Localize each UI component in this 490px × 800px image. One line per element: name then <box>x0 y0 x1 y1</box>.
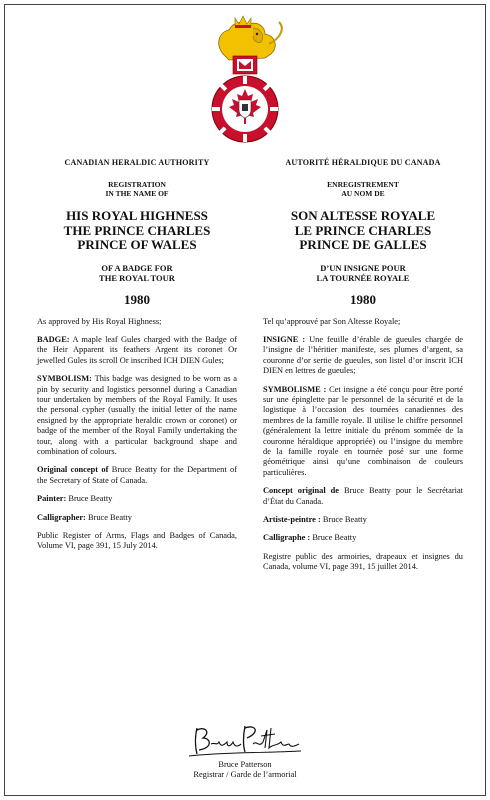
concept-paragraph-fr: Concept original de Bruce Beatty pour le Secrétariat d’État du Canada. <box>263 486 463 506</box>
calligrapher-paragraph: Calligrapher: Bruce Beatty <box>37 512 132 522</box>
symbolism-paragraph: SYMBOLISM: This badge was designed to be worn as a pin by security and logistics personnel during a Canadian tour undertaken by members of the Royal Family. It uses the personal cypher (usually the initial letter of the name ensigned by the appropriate heraldic crown or coronet) or badge of the member of the Royal Family undertaking the tour, along with a particular background shape and combination of colours. <box>37 374 237 456</box>
badge-paragraph-fr: INSIGNE : Une feuille d’érable de gueules chargée de l’insigne de l’héritier manifeste, ses plumes d’argent, sa couronne d’or sertie de gueules, son listel d’or inscrit ICH DIEN en lettres de gueules; <box>263 334 463 376</box>
concept-paragraph: Original concept of Bruce Beatty for the Department of the Secretary of State of Canada. <box>37 465 237 485</box>
signature-block <box>170 722 320 780</box>
english-body <box>37 317 237 552</box>
heraldic-emblem-icon <box>195 14 295 144</box>
signatory-name: Bruce Patterson <box>218 760 272 769</box>
authority-title: CANADIAN HERALDIC AUTHORITY <box>64 158 210 167</box>
approval-text-fr: Tel qu’approuvé par Son Altesse Royale; <box>263 316 401 326</box>
register-paragraph: Public Register of Arms, Flags and Badges of Canada, Volume VI, page 391, 15 July 2014. <box>37 531 237 551</box>
grant-subject: OF A BADGE FOR THE ROYAL TOUR <box>99 262 175 283</box>
registration-heading-fr: ENREGISTREMENT AU NOM DE <box>327 180 399 198</box>
recipient-name: HIS ROYAL HIGHNESS THE PRINCE CHARLES PRINCE OF WALES <box>63 208 211 252</box>
recipient-name-fr: SON ALTESSE ROYALE LE PRINCE CHARLES PRINCE DE GALLES <box>290 208 436 252</box>
painter-paragraph-fr: Artiste-peintre : Bruce Beatty <box>263 515 367 524</box>
symbolism-paragraph-fr: SYMBOLISME : Cet insigne a été conçu pour être porté sur une épinglette par le personnel de la sécurité et de la logistique à l’occasion des tournées canadiennes des membres de la famille royale. Il utilise le chiffre personnel (généralement la lettre initiale du prénom sommée de la couronne héraldique appropriée) ou l’insigne du membre de la famille royale en tournée posé sur une forme géométrique ainsi qu’une combinaison de couleurs particulières. <box>263 384 463 477</box>
grant-year: 1980 <box>124 291 150 307</box>
grant-year-fr: 1980 <box>350 291 376 307</box>
registration-heading: REGISTRATION IN THE NAME OF <box>105 180 169 198</box>
signature-icon <box>185 722 305 760</box>
calligrapher-paragraph-fr: Calligraphe : Bruce Beatty <box>263 533 357 543</box>
authority-title-fr: AUTORITÉ HÉRALDIQUE DU CANADA <box>285 158 441 167</box>
english-column <box>37 157 237 560</box>
french-body <box>263 317 463 573</box>
french-column <box>263 157 463 581</box>
signatory-title: Registrar / Garde de l’armorial <box>193 770 297 779</box>
painter-paragraph: Painter: Bruce Beatty <box>37 494 113 504</box>
badge-paragraph: BADGE: A maple leaf Gules charged with the Badge of the Heir Apparent its feathers Argent its coronet Or jewelled Gules its scroll Or inscribed ICH DIEN Gules; <box>37 334 237 365</box>
register-paragraph-fr: Registre public des armoiries, drapeaux et insignes du Canada, volume VI, page 391, 15 juillet 2014. <box>263 551 463 572</box>
approval-text: As approved by His Royal Highness; <box>37 316 162 326</box>
grant-subject-fr: D’UN INSIGNE POUR LA TOURNÉE ROYALE <box>316 262 410 283</box>
